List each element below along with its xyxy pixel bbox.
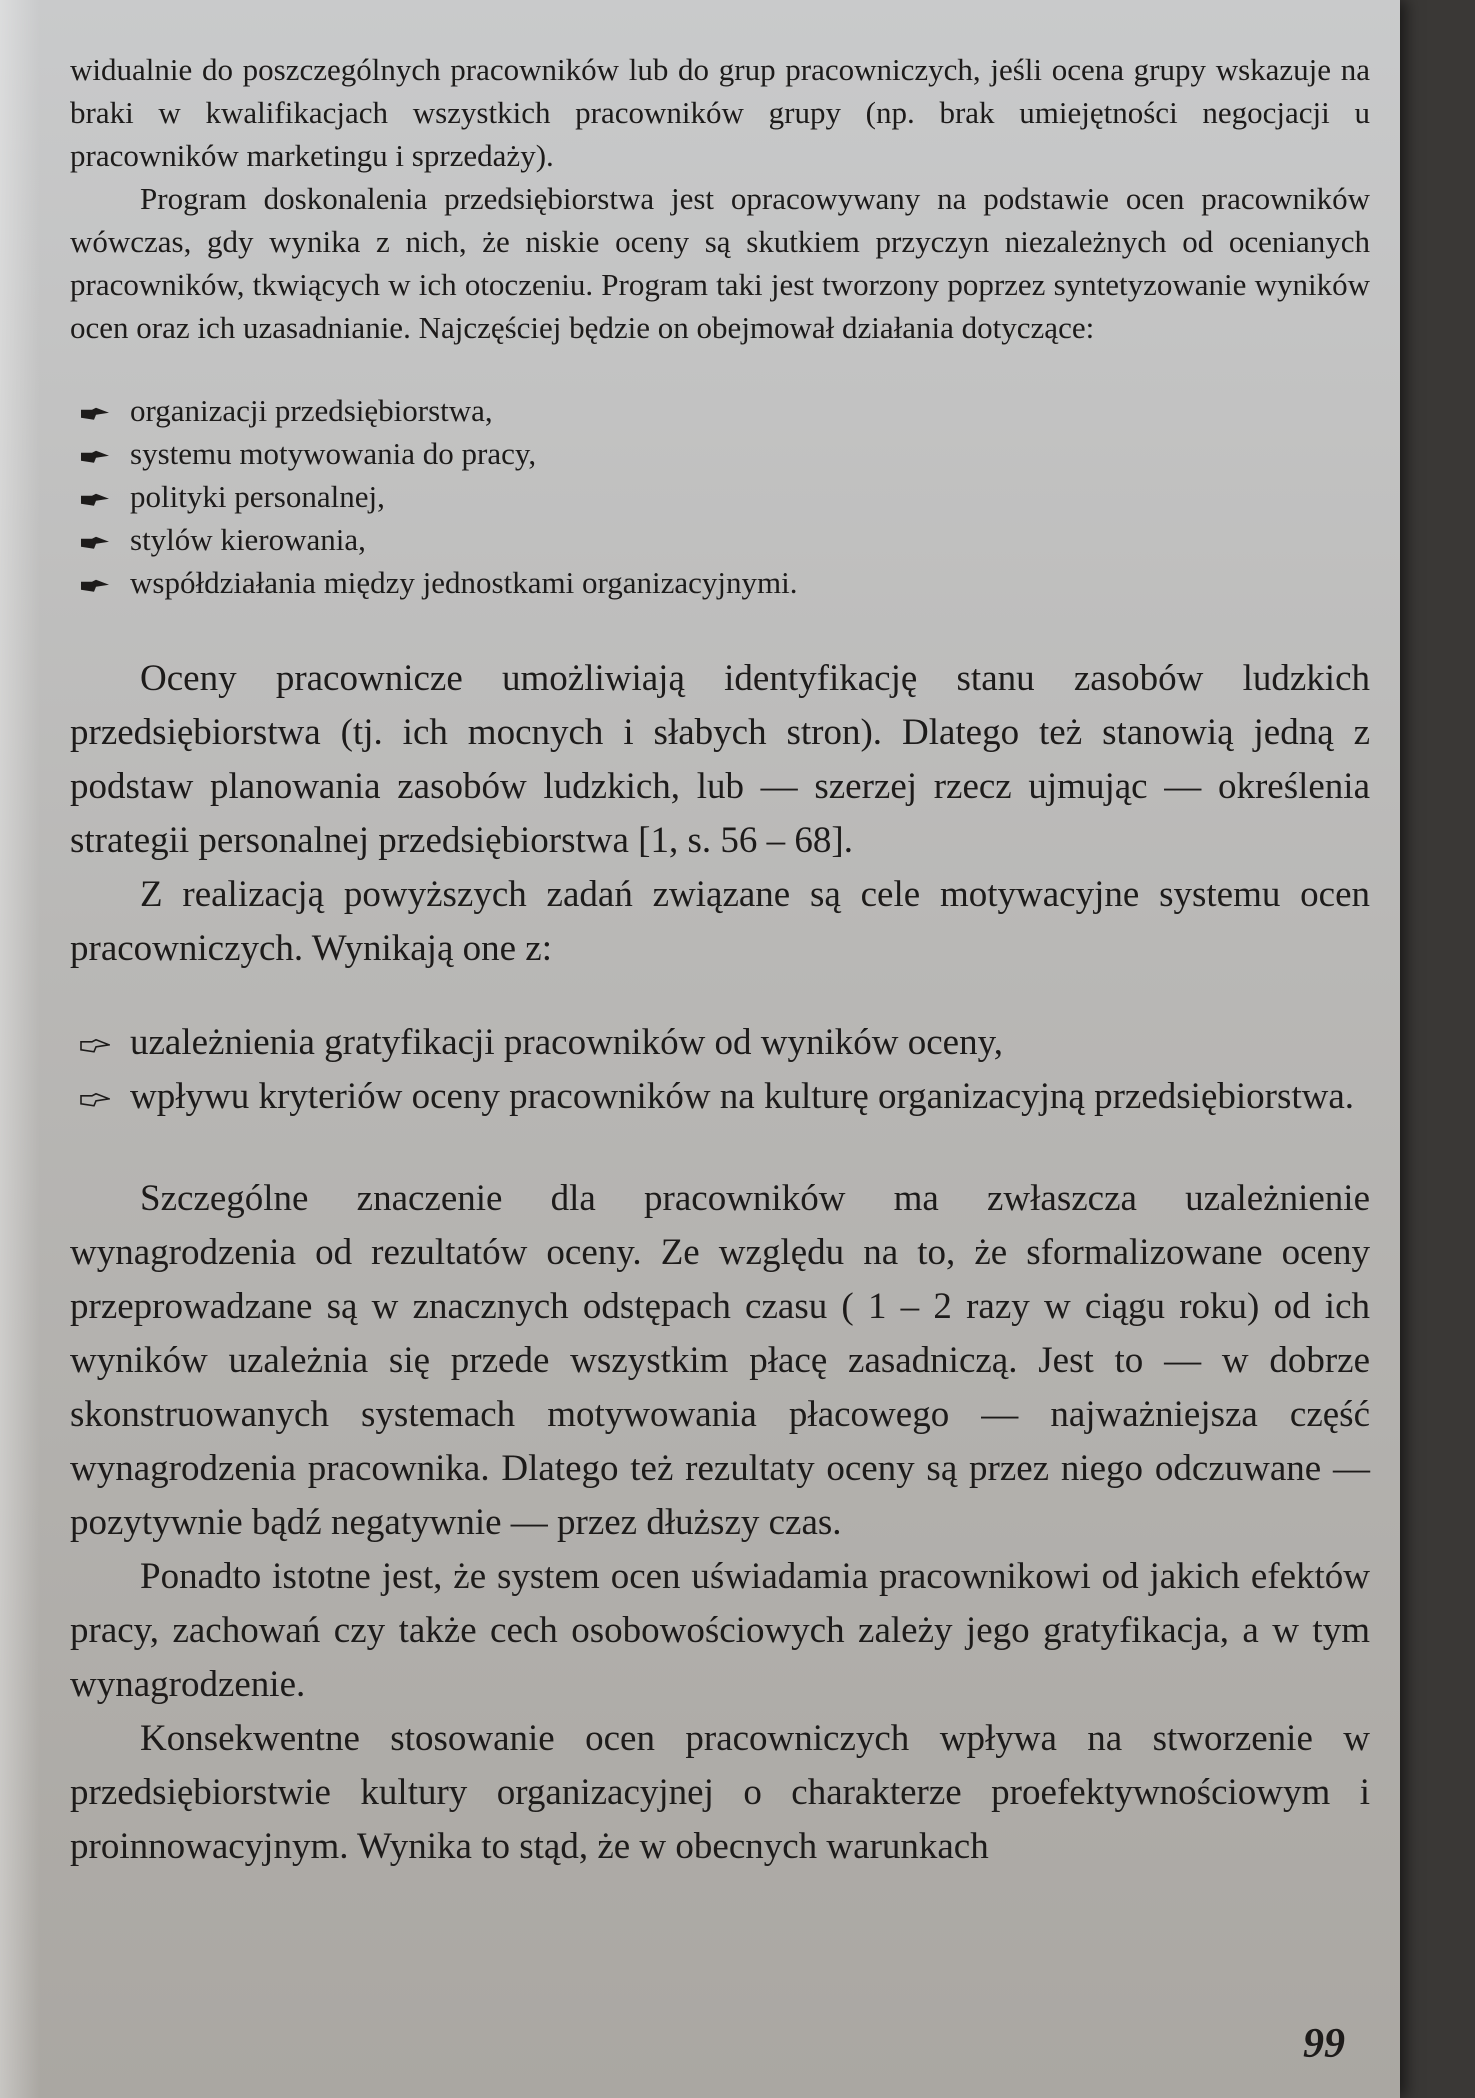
page-text — [70, 48, 1370, 1874]
pointing-hand-filled-icon — [80, 578, 110, 592]
list-item-text: stylów kierowania, — [130, 522, 366, 557]
goals-list — [70, 1016, 1370, 1124]
awareness-paragraph: Ponadto istotne jest, że system ocen uświadamia pracownikowi od jakich efektów pracy, zachowań czy także cech osobowościowych zależy jego gratyfikacja, a w tym wynagrodzenie. — [70, 1556, 1370, 1705]
top-paragraph: widualnie do poszczególnych pracowników lub do grup pracowniczych, jeśli ocena grupy wskazuje na braki w kwalifikacjach wszystkich pracowników grupy (np. brak umiejętności negocjacji u pracowników marketingu i sprzedaży). — [70, 52, 1370, 173]
spacer — [70, 1124, 1370, 1172]
pointing-hand-filled-icon — [80, 535, 110, 549]
page-number: 99 — [1303, 2021, 1345, 2067]
pointing-hand-filled-icon — [80, 492, 110, 506]
list-item-text: uzależnienia gratyfikacji pracowników od wyników oceny, — [130, 1022, 1003, 1063]
spacer — [70, 604, 1370, 652]
list-item — [70, 475, 1370, 518]
spacer — [70, 349, 1370, 389]
pointing-hand-filled-icon — [80, 406, 110, 420]
spacer — [70, 976, 1370, 1016]
list-item — [70, 432, 1370, 475]
list-item — [70, 1070, 1370, 1124]
program-paragraph: Program doskonalenia przedsiębiorstwa jest opracowywany na podstawie ocen pracowników wówczas, gdy wynika z nich, że niskie oceny są skutkiem przyczyn niezależnych od ocenianych pracowników, tkwiących w ich otoczeniu. Program taki jest tworzony poprzez syntetyzowanie wyników ocen oraz ich uzasadnianie. Najczęściej będzie on obejmował działania dotyczące: — [70, 181, 1370, 345]
goals-paragraph: Z realizacją powyższych zadań związane są cele motywacyjne systemu ocen pracowniczych. Wynikają one z: — [70, 874, 1370, 969]
salary-paragraph: Szczególne znaczenie dla pracowników ma zwłaszcza uzależnienie wynagrodzenia od rezultatów oceny. Ze względu na to, że sformalizowane oceny przeprowadzane są w znacznych odstępach czasu ( 1 – 2 razy w ciągu roku) od ich wyników uzależnia się przede wszystkim płacę zasadniczą. Jest to — w dobrze skonstruowanych systemach motywowania płacowego — najważniejsza część wynagrodzenia pracownika. Dlatego też rezultaty oceny są przez niego odczuwane — pozytywnie bądź negatywnie — przez dłuższy czas. — [70, 1178, 1370, 1543]
list-item — [70, 389, 1370, 432]
list-item — [70, 518, 1370, 561]
list-item-text: polityki personalnej, — [130, 479, 385, 514]
list-item-text: systemu motywowania do pracy, — [130, 436, 537, 471]
culture-paragraph: Konsekwentne stosowanie ocen pracowniczych wpływa na stworzenie w przedsiębiorstwie kultury organizacyjnej o charakterze proefektywnościowym i proinnowacyjnym. Wynika to stąd, że w obecnych warunkach — [70, 1718, 1370, 1867]
pointing-hand-outline-icon — [80, 1039, 110, 1053]
pointing-hand-filled-icon — [80, 449, 110, 463]
pointing-hand-outline-icon — [80, 1093, 110, 1107]
list-item-text: wpływu kryteriów oceny pracowników na kulturę organizacyjną przedsiębiorstwa. — [130, 1076, 1355, 1117]
identification-paragraph: Oceny pracownicze umożliwiają identyfikację stanu zasobów ludzkich przedsiębiorstwa (tj. ich mocnych i słabych stron). Dlatego też stanowią jedną z podstaw planowania zasobów ludzkich, lub — szerzej rzecz ujmując — określenia strategii personalnej przedsiębiorstwa [1, s. 56 – 68]. — [70, 658, 1370, 861]
list-item-text: współdziałania między jednostkami organizacyjnymi. — [130, 565, 798, 600]
list-item — [70, 1016, 1370, 1070]
list-item-text: organizacji przedsiębiorstwa, — [130, 393, 493, 428]
list-item — [70, 561, 1370, 604]
actions-list — [70, 389, 1370, 604]
